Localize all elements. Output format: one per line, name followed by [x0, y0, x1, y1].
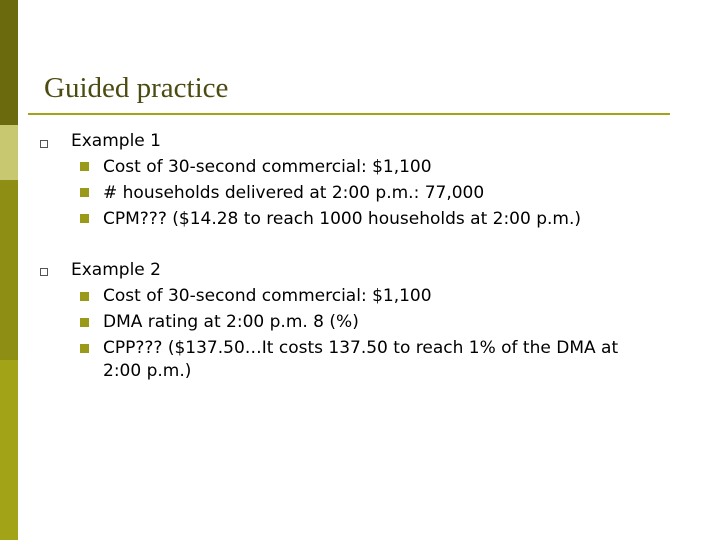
square-bullet-icon — [80, 188, 89, 197]
example-heading: Example 1 — [71, 131, 161, 151]
square-bullet-icon — [40, 140, 48, 148]
list-item: Cost of 30-second commercial: $1,100 — [103, 157, 432, 177]
square-bullet-icon — [80, 344, 89, 353]
square-bullet-icon — [80, 318, 89, 327]
square-bullet-icon — [80, 162, 89, 171]
square-bullet-icon — [40, 268, 48, 276]
list-item: DMA rating at 2:00 p.m. 8 (%) — [103, 312, 359, 332]
square-bullet-icon — [80, 292, 89, 301]
slide-title: Guided practice — [44, 72, 229, 104]
list-item: CPM??? ($14.28 to reach 1000 households at 2:00 p.m.) — [103, 209, 582, 229]
list-item: CPP??? ($137.50…It costs 137.50 to reach 1% of the DMA at — [103, 338, 619, 358]
example-heading: Example 2 — [71, 260, 161, 280]
list-item: Cost of 30-second commercial: $1,100 — [103, 286, 432, 306]
list-item: # households delivered at 2:00 p.m.: 77,000 — [103, 183, 485, 203]
list-item-continuation: 2:00 p.m.) — [103, 361, 192, 381]
square-bullet-icon — [80, 214, 89, 223]
